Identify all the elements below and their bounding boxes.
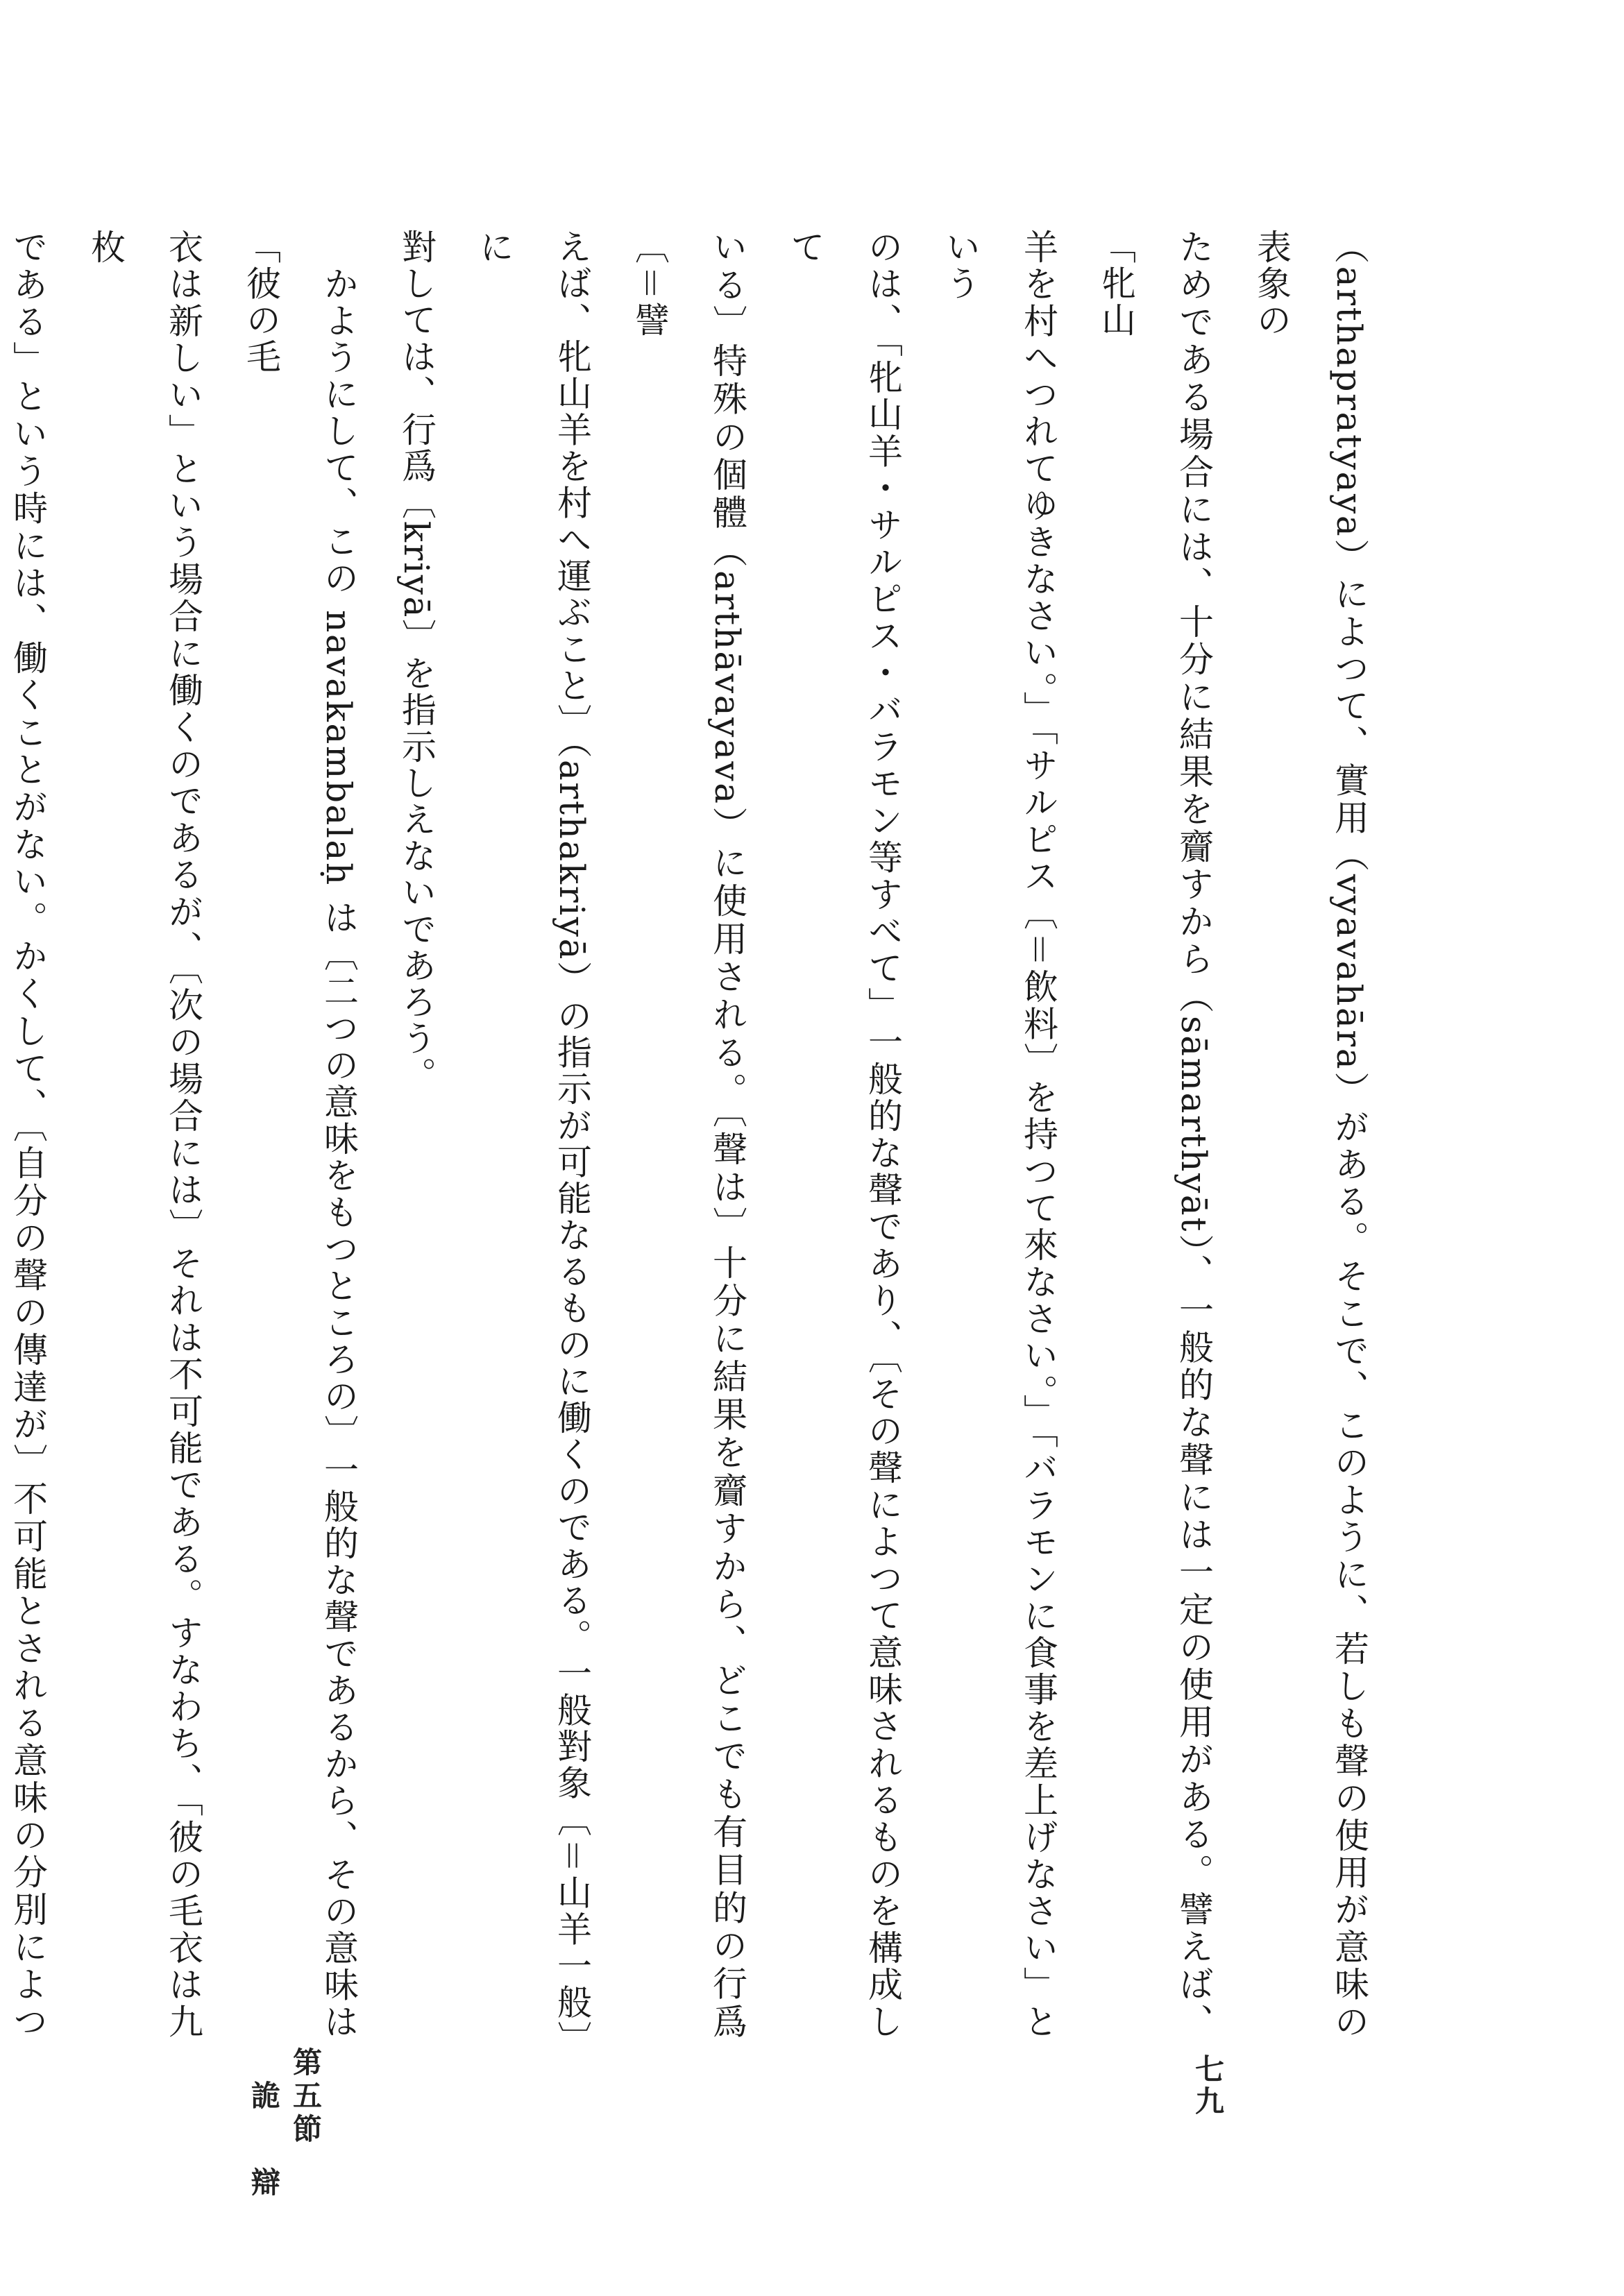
section-title — [243, 2080, 285, 2239]
vertical-body-text — [0, 229, 1388, 2040]
text-line-10: である」という時には、働くことがない。かくして、〔自分の聲の傳達が〕不可能とされる意味の分別によつ — [8, 229, 48, 2040]
text-line-3: 羊を村へつれてゆきなさい。」「サルピス〔＝飲料〕を持つて來なさい。」「バラモンに食事を差上げなさい」という — [940, 229, 1058, 2040]
text-line-6: えば、牝山羊を村へ運ぶこと〕（arthakriyā）の指示が可能なるものに働くのである。一般對象〔＝山羊一般〕に — [474, 229, 592, 2040]
text-line-5: いる〕特殊の個體（arthāvayava）に使用される。〔聲は〕十分に結果を齎すから、どこでも有目的の行爲〔＝譬 — [629, 229, 747, 2040]
section-title-char-1: 詭 — [247, 2080, 281, 2114]
running-footer — [243, 2047, 326, 2296]
text-line-4: のは、「牝山羊・サルピス・バラモン等すべて」一般的な聲であり、〔その聲によつて意味されるものを構成して — [785, 229, 903, 2040]
text-line-2: ためである場合には、十分に結果を齎すから（sāmarthyāt）、一般的な聲には一定の使用がある。譬えば、「牝山 — [1096, 229, 1214, 2040]
page-number: 七九 — [1191, 2054, 1225, 2118]
text-line-9: 衣は新しい」という場合に働くのであるが、〔次の場合には〕それは不可能である。すなわち、「彼の毛衣は九枚 — [85, 229, 203, 2040]
section-title-char-2: 辯 — [247, 2166, 281, 2200]
section-label: 第五節 — [289, 2047, 323, 2147]
text-line-8: かようにして、この navakambalaḥ は〔二つの意味をもつところの〕一般的な聲であるから、その意味は「彼の毛 — [241, 229, 359, 2040]
text-line-1: （arthapratyaya）によつて、實用（vyavahāra）がある。そこで、このように、若しも聲の使用が意味の表象の — [1251, 229, 1369, 2040]
text-line-7: 對しては、行爲〔kriyā〕を指示しえないであろう。 — [396, 229, 437, 1094]
